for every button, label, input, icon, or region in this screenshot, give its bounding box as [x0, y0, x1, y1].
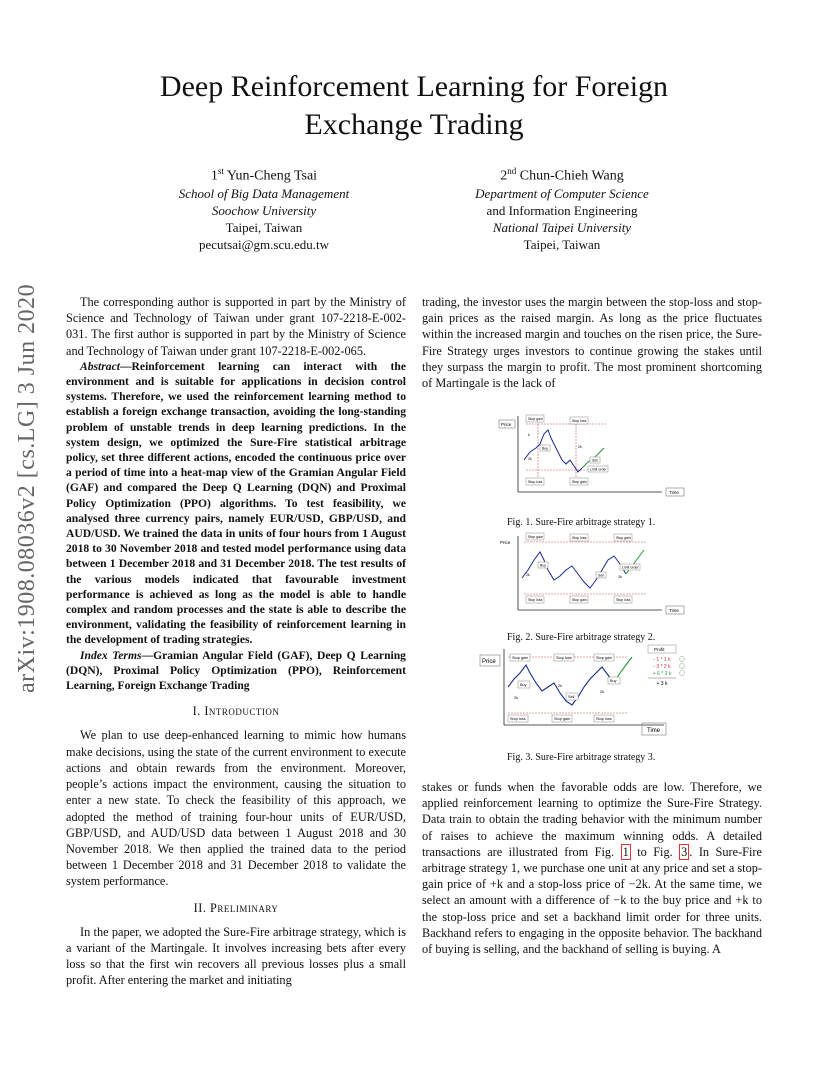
author-ordinal-sup: nd [507, 166, 517, 176]
buy-label: Buy [542, 446, 549, 451]
price-series [524, 430, 582, 472]
author-location: Taipei, Taiwan [523, 236, 601, 252]
index-terms-text: —Gramian Angular Field (GAF), Deep Q Learning (DQN), Proximal Policy Optimization (PPO), Reinforcement Learning, Foreign Exchange Trading [66, 648, 406, 693]
2k-label: 2k [558, 684, 563, 688]
step-circle-icon [680, 664, 685, 669]
right-column-top [422, 294, 762, 391]
author-ordinal-sup: st [217, 166, 224, 176]
paper-title [0, 68, 828, 144]
stop-loss-label: Stop loss [556, 656, 572, 660]
stop-loss-label: Stop loss [510, 717, 526, 721]
author-location: Taipei, Taiwan [225, 219, 303, 235]
time-axis-label: Time [669, 608, 679, 613]
stop-loss-label: Stop loss [572, 419, 587, 423]
stop-loss-label: Stop loss [596, 717, 612, 721]
figure-2-diagram [496, 530, 692, 618]
step-circle-icon [680, 671, 685, 676]
stop-loss-label: Stop loss [572, 536, 587, 540]
stop-loss-label: Stop loss [528, 480, 543, 484]
title-line-2: Exchange Trading [304, 108, 524, 141]
left-column [66, 294, 406, 989]
preliminary-text: In the paper, we adopted the Sure-Fire arbitrage strategy, which is a variant of the Martingale. It involves increasing bets after every loss so that the first win recovers all previous losses plus a small profit. After entering the market and initiating [66, 924, 406, 988]
2k-label: 2k [514, 696, 519, 700]
author-ordinal: 1 [210, 168, 218, 184]
buy-label: Buy [540, 563, 547, 568]
funding-footnote: The corresponding author is supported in part by the Ministry of Science and Technology of Taiwan under grant 107-2218-E-002-031. The first author is supported in part by the Ministry of Science and Technology of Taiwan under grant 107-2218-E-002-065. [66, 295, 406, 358]
time-axis-label: Time [647, 728, 661, 734]
text-run: to Fig. [630, 844, 680, 859]
section-heading-preliminary: II. Preliminary [193, 900, 279, 915]
time-axis-label: Time [669, 490, 679, 495]
2k-label: 2k [578, 445, 582, 449]
stop-gain-label: Stop gain [572, 480, 587, 484]
index-terms [66, 648, 406, 694]
figure-2-caption: Fig. 2. Sure-Fire arbitrage strategy 2. [507, 632, 656, 643]
limit-order-label: Limit order [622, 565, 639, 570]
sell-label: Sell [568, 695, 575, 699]
sell-label: Sell [592, 458, 598, 463]
text-run: . In Sure-Fire arbitrage strategy 1, we purchase one unit at any price and set a stop-gain price of +k and a stop-loss price of −2k. At the same time, we select an amount with a difference of −k to the buy price and +k to the stop-loss price and set a backhand limit order for three units. Backhand refers to engaging in the opposite behavior. The backhand of buying is selling, and the backhand of selling is buying. A [422, 844, 762, 957]
2k-label: 2k [618, 575, 622, 579]
right-top-text: trading, the investor uses the margin between the stop-loss and stop-gain prices as the raised margin. As long as the price fluctuates within the increased margin and touches on the risen price, the Sure-Fire Strategy urges investors to continue growing the stakes until they surpass the margin to profit. The most prominent shortcoming of Martingale is the lack of [422, 295, 762, 391]
price-series [522, 552, 626, 588]
author-block-2 [412, 163, 712, 253]
title-line-1: Deep Reinforcement Learning for Foreign [159, 70, 669, 103]
limit-order-label: Limit order [590, 467, 607, 472]
abstract-label: Abstract [80, 359, 120, 373]
author-affiliation: Soochow University [211, 202, 317, 218]
buy-label: Buy [610, 679, 617, 683]
stop-gain-label: Stop gain [572, 598, 587, 602]
author-name: Chun-Chieh Wang [519, 168, 624, 184]
profit-series [626, 550, 644, 574]
k-label: k [528, 433, 530, 437]
figure-3-link[interactable]: 3 [681, 844, 688, 859]
stop-gain-label: Stop gain [528, 417, 543, 421]
buy-label: Buy [520, 683, 527, 687]
stop-gain-label: Stop gain [616, 536, 631, 540]
2k-label: 2k [528, 457, 532, 461]
stop-loss-label: Stop loss [528, 598, 543, 602]
figure-3-caption: Fig. 3. Sure-Fire arbitrage strategy 3. [507, 752, 656, 763]
stop-gain-label: Stop gain [554, 717, 571, 721]
profit-row: - 1 * 1 k [653, 657, 671, 663]
author-affiliation: and Information Engineering [486, 202, 638, 218]
author-block-1 [114, 163, 414, 253]
figure-1-caption: Fig. 1. Sure-Fire arbitrage strategy 1. [507, 517, 656, 528]
author-name: Yun-Cheng Tsai [226, 168, 318, 184]
author-affiliation: National Taipei University [492, 219, 632, 235]
index-terms-label: Index Terms [80, 648, 142, 662]
text-run: stakes or funds when the favorable odds are low. Therefore, we applied reinforcement learning to optimize the Sure-Fire Strategy. Data train to obtain the trading behavior with the minimum number of raises to achieve the maximum winning odds. A detailed transactions are illustrated from Fig. [422, 780, 762, 859]
figure-1-diagram [496, 408, 692, 504]
price-axis-label: Price [501, 422, 512, 427]
right-bottom-text [422, 779, 762, 957]
introduction-text: We plan to use deep-enhanced learning to mimic how humans make decisions, using the state of the current environment to execute actions and obtain rewards from the environment. Moreover, people’s actions impact the environment, causing the situation to enter a new state. To check the feasibility of this approach, we adopted the method of training four-hour units of EUR/USD, GBP/USD, and AUD/USD data between 1 August 2018 and 30 November 2018. We then applied the trained data to the period between 1 December 2018 and 31 December 2018 to validate the system performance. [66, 728, 406, 889]
abstract [66, 359, 406, 648]
stop-gain-label: Stop gain [512, 656, 529, 660]
price-axis-label: Price [500, 540, 511, 545]
author-ordinal: 2 [500, 168, 508, 184]
sell-label: Sell [598, 573, 604, 578]
author-affiliation: Department of Computer Science [475, 185, 649, 201]
profit-row: - 3 * 2 k [653, 664, 671, 670]
stop-gain-label: Stop gain [528, 535, 543, 539]
profit-row: + 6 * 3 k [652, 671, 672, 677]
author-affiliation: School of Big Data Management [178, 185, 350, 201]
profit-total: + 3 k [656, 681, 668, 687]
2k-label: 2k [526, 573, 530, 577]
step-circle-icon [680, 657, 685, 662]
stop-gain-label: Stop gain [596, 656, 613, 660]
figure-3-diagram [478, 643, 722, 741]
figure-1-link[interactable]: 1 [622, 844, 629, 859]
2k-label: 2k [600, 690, 605, 694]
arxiv-stamp: arXiv:1908.08036v2 [cs.LG] 3 Jun 2020 [14, 283, 40, 693]
section-heading-introduction: I. Introduction [192, 704, 280, 719]
stop-loss-label: Stop loss [616, 598, 631, 602]
right-column-bottom [422, 779, 762, 957]
abstract-text: —Reinforcement learning can interact with the environment and is suitable for applications in decision control systems. Therefore, we used the reinforcement learning method to establish a foreign exchange transaction, avoiding the long-standing problem of unstable trends in deep learning predictions. In the system design, we optimized the Sure-Fire statistical arbitrage policy, set three different actions, encoded the continuous price over a period of time into a heat-map view of the Gramian Angular Field (GAF) and compared the Deep Q Learning (DQN) and Proximal Policy Optimization (PPO) algorithms. To test feasibility, we analysed three currency pairs, namely EUR/USD, GBP/USD, and AUD/USD. We trained the data in units of four hours from 1 August 2018 to 30 November 2018 and tested model performance using data between 1 December 2018 and 31 December 2018. The test results of the various models indicated that favourable investment performance is achieved as long as the model is able to handle complex and random processes and the state is able to describe the environment, validating the feasibility of reinforcement learning in the development of trading strategies. [66, 359, 406, 647]
price-axis-label: Price [482, 659, 496, 665]
author-email: pecutsai@gm.scu.edu.tw [198, 236, 330, 252]
profit-header: Profit [654, 647, 665, 652]
